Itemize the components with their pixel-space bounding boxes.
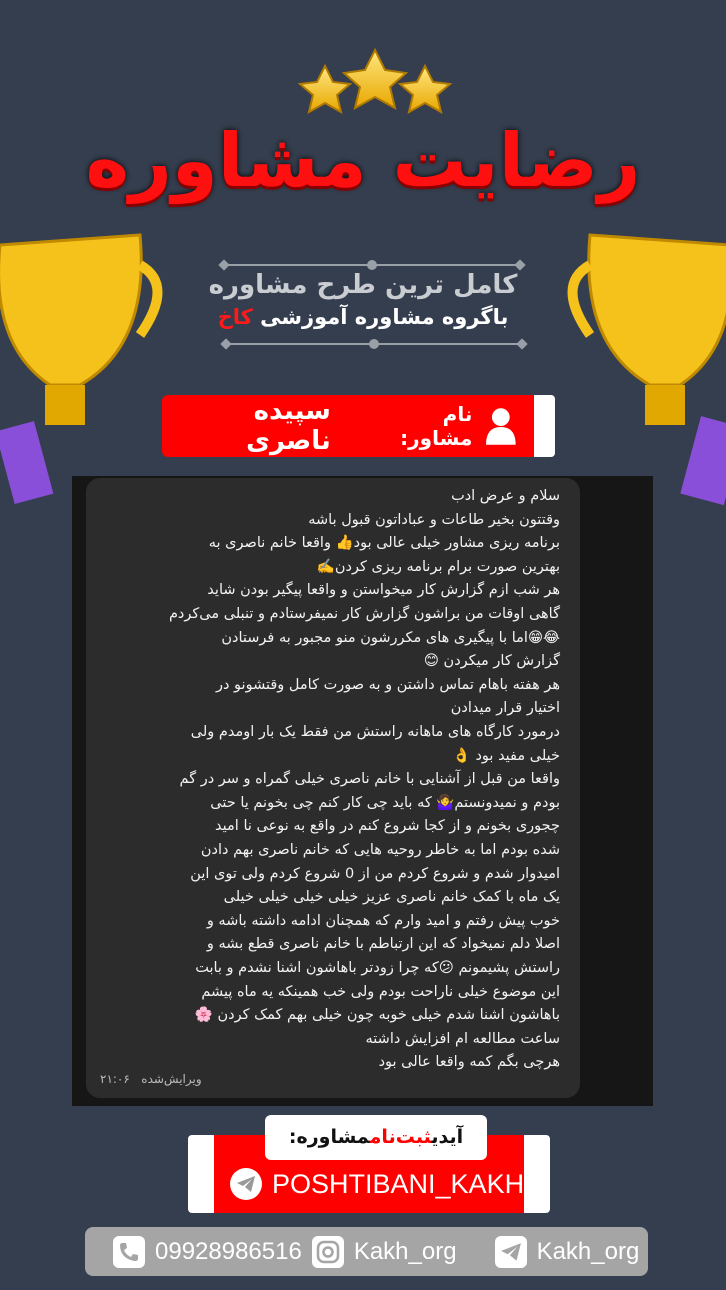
message-line: سلام و عرض ادب [451,488,560,504]
brand-name: کاخ [217,305,253,329]
telegram-id: POSHTIBANI_KAKH [272,1168,525,1199]
phone-icon [113,1236,145,1268]
instagram-icon [312,1236,344,1268]
message-line: این موضوع خیلی ناراحت بودم ولی خب همینکه یه ماه پیشم [201,983,560,1000]
user-icon [486,407,516,445]
message-line: امیدوار شدم و شروع کردم من از 0 شروع کردم ولی توی این [190,865,560,882]
registration-label [265,1115,487,1160]
message-line: گزارش کار میکردن 😊 [423,653,560,670]
message-line: 😂😁اما با پیگیری های مکررشون منو مجبور به فرستادن [221,629,560,646]
subtitle: کامل ترین طرح مشاوره [208,270,518,300]
message-line: خوب پیش رفتم و امید وارم که همچنان ادامه داشته باشه و [206,912,560,929]
counselor-label: نام مشاور: [400,402,473,450]
stars-icon [290,48,460,118]
contact-bar [85,1227,648,1276]
counselor-bar [162,395,534,457]
label-prefix: آیدی [431,1126,464,1148]
message-line: اختیار قرار میدادن [450,700,560,717]
message-line: اصلا دلم نمیخواد که این ارتباطم با خانم ناصری قطع بشه و [206,936,560,953]
trophy-icon [0,225,165,515]
label-highlight: ثبت‌نام [369,1126,432,1148]
trophy-icon [565,225,726,515]
message-line: هرچی بگم کمه واقعا عالی بود [378,1054,560,1071]
message-line: باهاشون اشنا شدم خیلی خوبه چون خیلی بهم کمک کردن 🌸 [194,1007,560,1024]
message-line: بودم و نمیدونستم🤷‍♀️ که باید چی کار کنم چی بخونم یا حتی [210,794,560,811]
message-line: واقعا من قبل از آشنایی با خانم ناصری خیلی گمراه و سر در گم [179,771,560,788]
group-name [0,305,726,329]
message-bubble [86,478,580,1098]
divider [222,264,522,266]
page-title: رضایت مشاوره [85,118,641,204]
message-line: شده بودم اما به خاطر روحیه هایی که خانم ناصری بهم دادن [200,842,560,858]
telegram-handle[interactable]: Kakh_org [536,1237,640,1265]
message-line: خیلی مفید بود 👌 [452,747,560,764]
message-line: یک ماه با کمک خانم ناصری عزیز خیلی خیلی خیلی خیلی [223,889,560,906]
edited-label: ویرایش‌شده [141,1072,202,1086]
divider [224,343,524,345]
message-line: چجوری بخونم و از کجا شروع کنم در واقع به نوعی نا امید [215,818,560,835]
chat-screenshot [72,476,653,1106]
bar-end [534,395,555,457]
message-time: ۲۱:۰۶ [100,1072,130,1086]
telegram-icon [495,1236,527,1268]
message-line: بهترین صورت برام برنامه ریزی کردن✍️ [316,558,560,575]
message-line: ساعت مطالعه ام افزایش داشته [365,1030,560,1047]
telegram-icon [230,1168,262,1200]
message-line: هر هفته باهام تماس داشتن و به صورت کامل وقتشونو در [215,676,560,693]
phone-number[interactable]: 09928986516 [155,1237,302,1265]
message-meta [100,1072,202,1086]
message-line: درمورد کارگاه های ماهانه راستش من فقط یک بار اومدم ولی [190,724,560,740]
counselor-name: سپیده ناصری [246,396,331,456]
message-line: برنامه ریزی مشاور خیلی عالی بود👍 واقعا خانم ناصری به [208,535,560,552]
message-line: راستش پشیمونم 😕که چرا زودتر باهاشون اشنا نشدم و بابت [195,960,560,976]
message-line: گاهی اوقات من براشون گزارش کار نمیفرستادم و تنبلی می‌کردم [168,606,560,622]
telegram-id-link[interactable] [230,1160,524,1208]
message-line: وقتتون بخیر طاعات و عباداتون قبول باشه [308,511,560,528]
instagram-handle[interactable]: Kakh_org [353,1237,457,1265]
label-suffix: مشاوره: [288,1126,370,1148]
message-line: هر شب ازم گزارش کار میخواستن و واقعا پیگیر بودن شاید [207,582,560,599]
group-prefix: باگروه مشاوره آموزشی [260,305,509,329]
